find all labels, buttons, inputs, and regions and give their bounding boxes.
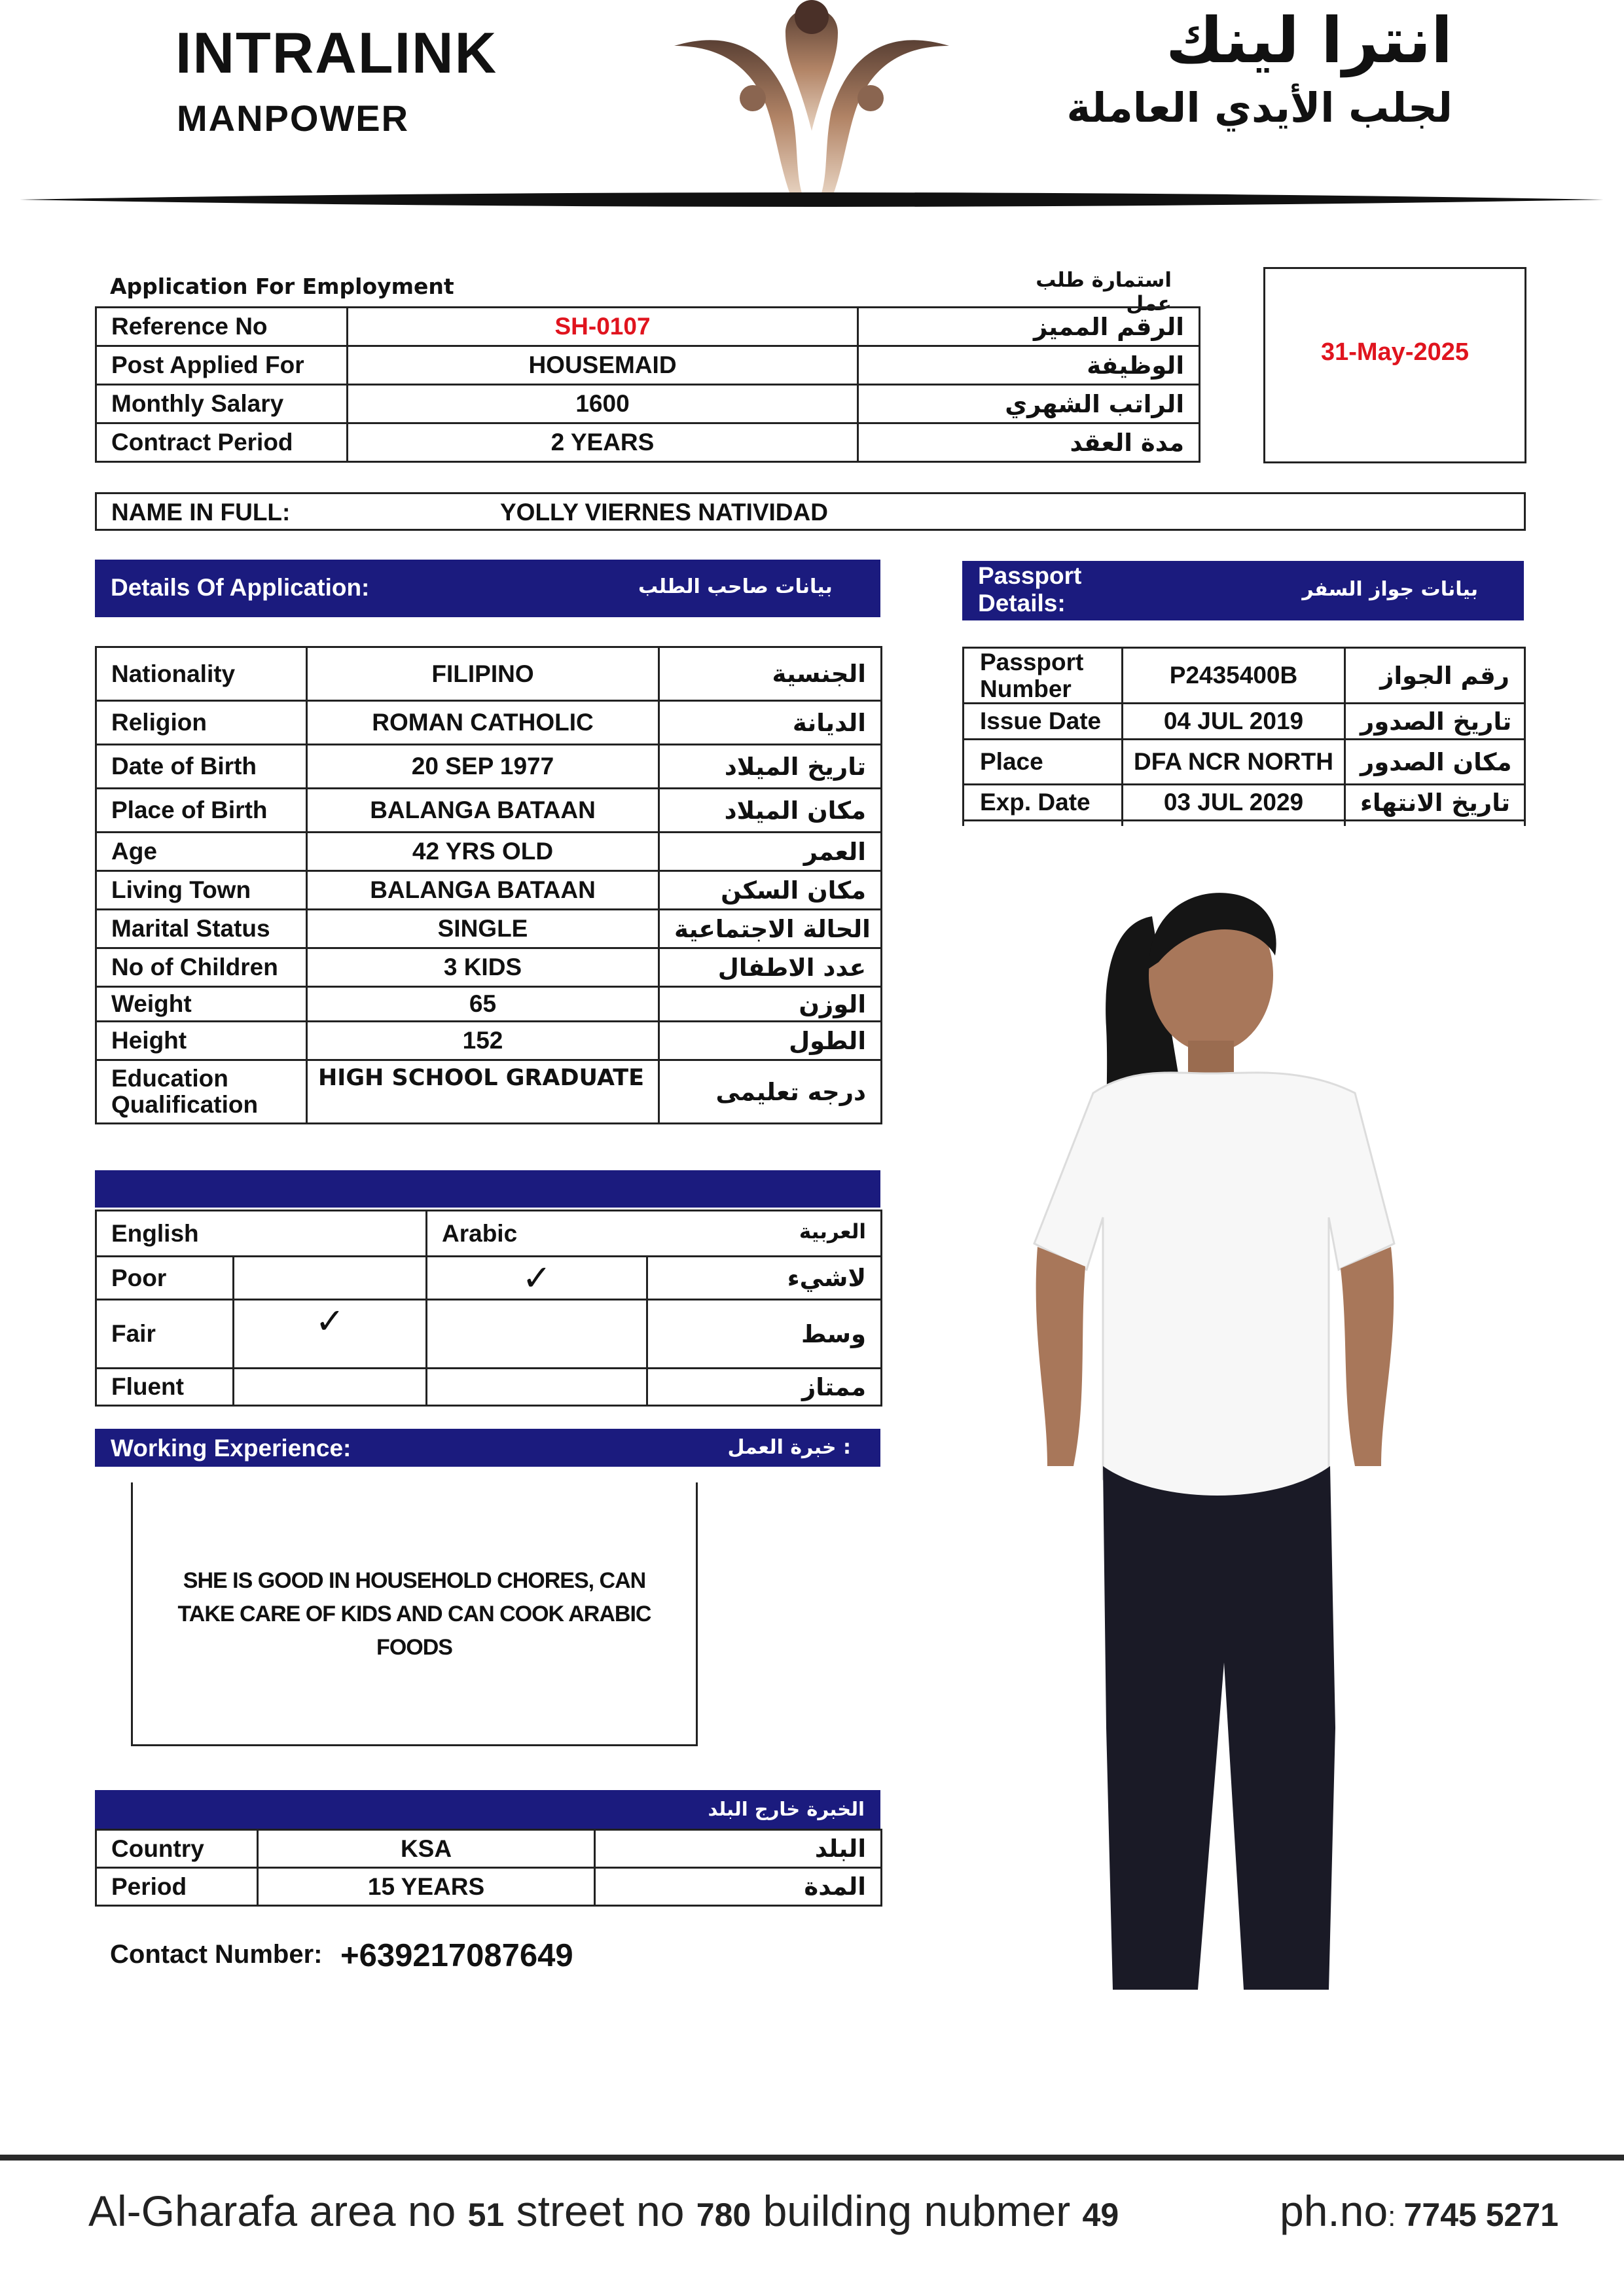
living-town-label-ar: مكان السكن	[659, 871, 882, 910]
applicant-photo	[962, 877, 1420, 1996]
footer-area-number: 51	[467, 2197, 505, 2233]
passport-title-line1: Passport	[978, 562, 1082, 589]
education-label-line1: Education	[111, 1065, 228, 1092]
height-label: Height	[96, 1022, 307, 1060]
post-label-ar: الوظيفة	[858, 346, 1200, 385]
arabic-header-label: Arabic	[442, 1219, 518, 1247]
contact-label: Contact Number:	[110, 1940, 323, 1969]
languages-header-bar	[95, 1170, 880, 1208]
level-fluent-label: Fluent	[96, 1369, 234, 1406]
reference-value: SH-0107	[348, 308, 858, 346]
issue-date-value: 04 JUL 2019	[1123, 704, 1345, 740]
english-header: English	[96, 1211, 427, 1257]
period-label: Period	[96, 1868, 258, 1906]
weight-label-ar: الوزن	[659, 987, 882, 1022]
footer-building-number: 49	[1082, 2197, 1119, 2233]
form-title-en: Application For Employment	[110, 274, 454, 299]
languages-table	[95, 1210, 882, 1407]
brand-subtitle-en: MANPOWER	[177, 98, 410, 139]
passport-header-bar	[962, 561, 1524, 620]
pob-value: BALANGA BATAAN	[307, 789, 659, 833]
dob-value: 20 SEP 1977	[307, 745, 659, 789]
expiry-date-label-ar: تاريخ الانتهاء	[1345, 785, 1525, 821]
footer-phone-label: ph.no	[1280, 2187, 1388, 2235]
age-value: 42 YRS OLD	[307, 833, 659, 871]
experience-box	[131, 1482, 698, 1746]
arabic-header	[427, 1211, 882, 1257]
passport-number-label-ar: رقم الجواز	[1345, 648, 1525, 704]
arabic-poor-check-icon: ✓	[522, 1257, 552, 1299]
pob-label: Place of Birth	[96, 789, 307, 833]
details-table	[95, 646, 882, 1124]
reference-label-ar: الرقم المميز	[858, 308, 1200, 346]
religion-label: Religion	[96, 701, 307, 745]
salary-label: Monthly Salary	[96, 385, 348, 423]
passport-title-line2: Details:	[978, 590, 1066, 617]
weight-value: 65	[307, 987, 659, 1022]
header-divider	[20, 187, 1604, 213]
education-value: HIGH SCHOOL GRADUATE	[307, 1060, 659, 1124]
english-fluent-cell	[234, 1369, 427, 1406]
experience-header-bar	[95, 1429, 880, 1467]
living-town-label: Living Town	[96, 871, 307, 910]
full-name-value: YOLLY VIERNES NATIVIDAD	[500, 499, 828, 526]
passport-spacer-cell	[1345, 821, 1525, 826]
children-label-ar: عدد الاطفال	[659, 948, 882, 987]
height-label-ar: الطول	[659, 1022, 882, 1060]
contract-value: 2 YEARS	[348, 423, 858, 462]
age-label: Age	[96, 833, 307, 871]
passport-title-ar: بيانات جواز السفر	[1302, 578, 1478, 601]
abroad-title-ar: الخبرة خارج البلد	[708, 1798, 865, 1820]
age-label-ar: العمر	[659, 833, 882, 871]
country-label: Country	[96, 1830, 258, 1868]
footer-rule	[0, 2155, 1624, 2161]
footer-phone-number: 7745 5271	[1403, 2197, 1559, 2233]
date-box	[1263, 267, 1526, 463]
arabic-header-label-ar: العربية	[799, 1219, 866, 1244]
passport-number-label-line2: Number	[980, 675, 1072, 702]
period-label-ar: المدة	[595, 1868, 882, 1906]
marital-label: Marital Status	[96, 910, 307, 948]
education-label-line2: Qualification	[111, 1091, 259, 1118]
full-name-label: NAME IN FULL:	[111, 499, 291, 526]
english-poor-cell	[234, 1257, 427, 1300]
nationality-label: Nationality	[96, 647, 307, 701]
expiry-date-value: 03 JUL 2029	[1123, 785, 1345, 821]
nationality-label-ar: الجنسية	[659, 647, 882, 701]
salary-value: 1600	[348, 385, 858, 423]
country-label-ar: البلد	[595, 1830, 882, 1868]
arabic-fair-cell	[427, 1300, 647, 1369]
period-value: 15 YEARS	[258, 1868, 595, 1906]
contact-number: +639217087649	[340, 1938, 573, 1973]
details-header-bar	[95, 560, 880, 617]
brand-subtitle-ar: لجلب الأيدي العاملة	[1066, 84, 1453, 132]
religion-label-ar: الديانة	[659, 701, 882, 745]
level-fluent-label-ar: ممتاز	[647, 1369, 882, 1406]
brand-name-ar: انترا لينك	[1166, 4, 1453, 77]
experience-title: Working Experience:	[111, 1435, 352, 1462]
experience-title-ar: : خبرة العمل	[727, 1436, 851, 1459]
weight-label: Weight	[96, 987, 307, 1022]
post-value: HOUSEMAID	[348, 346, 858, 385]
issue-place-label-ar: مكان الصدور	[1345, 740, 1525, 785]
passport-number-label	[964, 648, 1123, 704]
issue-place-value: DFA NCR NORTH	[1123, 740, 1345, 785]
arabic-poor-cell	[427, 1257, 647, 1300]
issue-date-label-ar: تاريخ الصدور	[1345, 704, 1525, 740]
passport-number-value: P2435400B	[1123, 648, 1345, 704]
footer-address-part3: building nubmer	[751, 2187, 1083, 2235]
passport-spacer-cell	[1123, 821, 1345, 826]
religion-value: ROMAN CATHOLIC	[307, 701, 659, 745]
footer-street-number: 780	[696, 2197, 751, 2233]
issue-place-label: Place	[964, 740, 1123, 785]
arabic-fluent-cell	[427, 1369, 647, 1406]
footer-address	[88, 2186, 1119, 2236]
dob-label-ar: تاريخ الميلاد	[659, 745, 882, 789]
country-value: KSA	[258, 1830, 595, 1868]
application-date: 31-May-2025	[1320, 338, 1470, 366]
issue-date-label: Issue Date	[964, 704, 1123, 740]
passport-number-label-line1: Passport	[980, 649, 1084, 675]
height-value: 152	[307, 1022, 659, 1060]
dob-label: Date of Birth	[96, 745, 307, 789]
level-fair-label-ar: وسط	[647, 1300, 882, 1369]
abroad-table	[95, 1829, 882, 1907]
footer-address-part1: Al-Gharafa area no	[88, 2187, 468, 2235]
english-fair-check-icon: ✓	[315, 1300, 345, 1342]
nationality-value: FILIPINO	[307, 647, 659, 701]
post-label: Post Applied For	[96, 346, 348, 385]
contract-label: Contract Period	[96, 423, 348, 462]
abroad-header-bar	[95, 1790, 880, 1829]
brand-name-en: INTRALINK	[175, 20, 498, 85]
experience-text: SHE IS GOOD IN HOUSEHOLD CHORES, CAN TAKE CARE OF KIDS AND CAN COOK ARABIC FOODS	[177, 1568, 651, 1660]
contract-label-ar: مدة العقد	[858, 423, 1200, 462]
level-fair-label: Fair	[96, 1300, 234, 1369]
details-title: Details Of Application:	[111, 574, 370, 601]
application-info-table	[95, 306, 1200, 463]
education-label	[96, 1060, 307, 1124]
reference-label: Reference No	[96, 308, 348, 346]
living-town-value: BALANGA BATAAN	[307, 871, 659, 910]
pob-label-ar: مكان الميلاد	[659, 789, 882, 833]
form-title-ar: استمارة طلب عمل	[1036, 268, 1172, 315]
marital-value: SINGLE	[307, 910, 659, 948]
passport-table	[962, 647, 1526, 826]
salary-label-ar: الراتب الشهري	[858, 385, 1200, 423]
english-fair-cell	[234, 1300, 427, 1369]
full-name-box	[95, 492, 1526, 531]
company-logo-icon	[661, 0, 962, 196]
children-label: No of Children	[96, 948, 307, 987]
passport-spacer-cell	[964, 821, 1123, 826]
level-poor-label: Poor	[96, 1257, 234, 1300]
footer-phone-separator: :	[1388, 2200, 1404, 2233]
details-title-ar: بيانات صاحب الطلب	[638, 575, 833, 598]
footer-phone	[1280, 2186, 1559, 2236]
expiry-date-label: Exp. Date	[964, 785, 1123, 821]
children-value: 3 KIDS	[307, 948, 659, 987]
footer-address-part2: street no	[516, 2187, 696, 2235]
education-label-ar: درجه تعليمى	[659, 1060, 882, 1124]
marital-label-ar: الحالة الاجتماعية	[659, 910, 882, 948]
level-poor-label-ar: لاشيء	[647, 1257, 882, 1300]
